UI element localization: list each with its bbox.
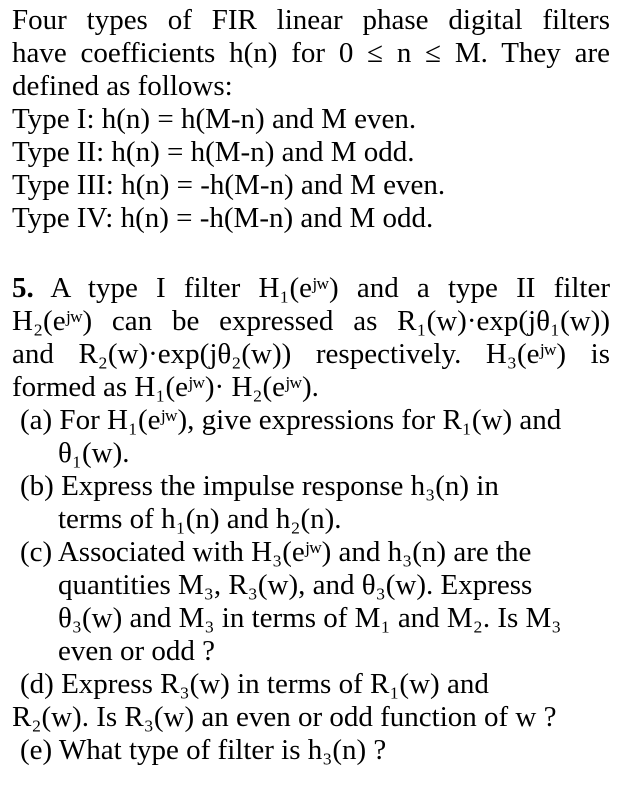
problem-number: 5. bbox=[12, 272, 34, 304]
problem-5 bbox=[12, 272, 610, 767]
problem-line-3: and R₂(w)·exp(jθ₂(w)) respectively. H₃(eʲʷ) is bbox=[12, 338, 610, 370]
type-i-definition: Type I: h(n) = h(M-n) and M even. bbox=[12, 103, 417, 135]
part-c-line-3: θ₃(w) and M₃ in terms of M₁ and M₂. Is M₃ bbox=[58, 602, 562, 634]
part-c-line-2: quantities M₃, R₃(w), and θ₃(w). Express bbox=[58, 569, 533, 601]
problem-line-2: H₂(eʲʷ) can be expressed as R₁(w)·exp(jθ₁(w)) bbox=[12, 305, 610, 337]
part-d-line-2: R₂(w). Is R₃(w) an even or odd function of w ? bbox=[12, 701, 557, 733]
intro-paragraph bbox=[12, 4, 610, 235]
part-c-line-1: (c) Associated with H₃(eʲʷ) and h₃(n) are the bbox=[20, 536, 532, 568]
part-b-line-1: (b) Express the impulse response h₃(n) in bbox=[20, 470, 499, 502]
type-iii-definition: Type III: h(n) = -h(M-n) and M even. bbox=[12, 169, 446, 201]
part-c-line-4: even or odd ? bbox=[58, 635, 216, 667]
intro-line-2: have coefficients h(n) for 0 ≤ n ≤ M. They are bbox=[12, 37, 610, 69]
problem-line-4: formed as H₁(eʲʷ)· H₂(eʲʷ). bbox=[12, 371, 319, 403]
intro-line-3: defined as follows: bbox=[12, 70, 233, 102]
part-a-line-1: (a) For H₁(eʲʷ), give expressions for R₁(w) and bbox=[20, 404, 562, 436]
intro-line-1: Four types of FIR linear phase digital filters bbox=[12, 4, 610, 36]
type-ii-definition: Type II: h(n) = h(M-n) and M odd. bbox=[12, 136, 415, 168]
problem-line-1-text: A type I filter H₁(eʲʷ) and a type II filter bbox=[50, 272, 610, 304]
part-b-line-2: terms of h₁(n) and h₂(n). bbox=[58, 503, 342, 535]
part-a-line-2: θ₁(w). bbox=[58, 437, 130, 469]
part-e-line-1: (e) What type of filter is h₃(n) ? bbox=[20, 734, 387, 766]
part-d-line-1: (d) Express R₃(w) in terms of R₁(w) and bbox=[20, 668, 489, 700]
type-iv-definition: Type IV: h(n) = -h(M-n) and M odd. bbox=[12, 202, 434, 234]
problem-line-1 bbox=[12, 272, 610, 305]
